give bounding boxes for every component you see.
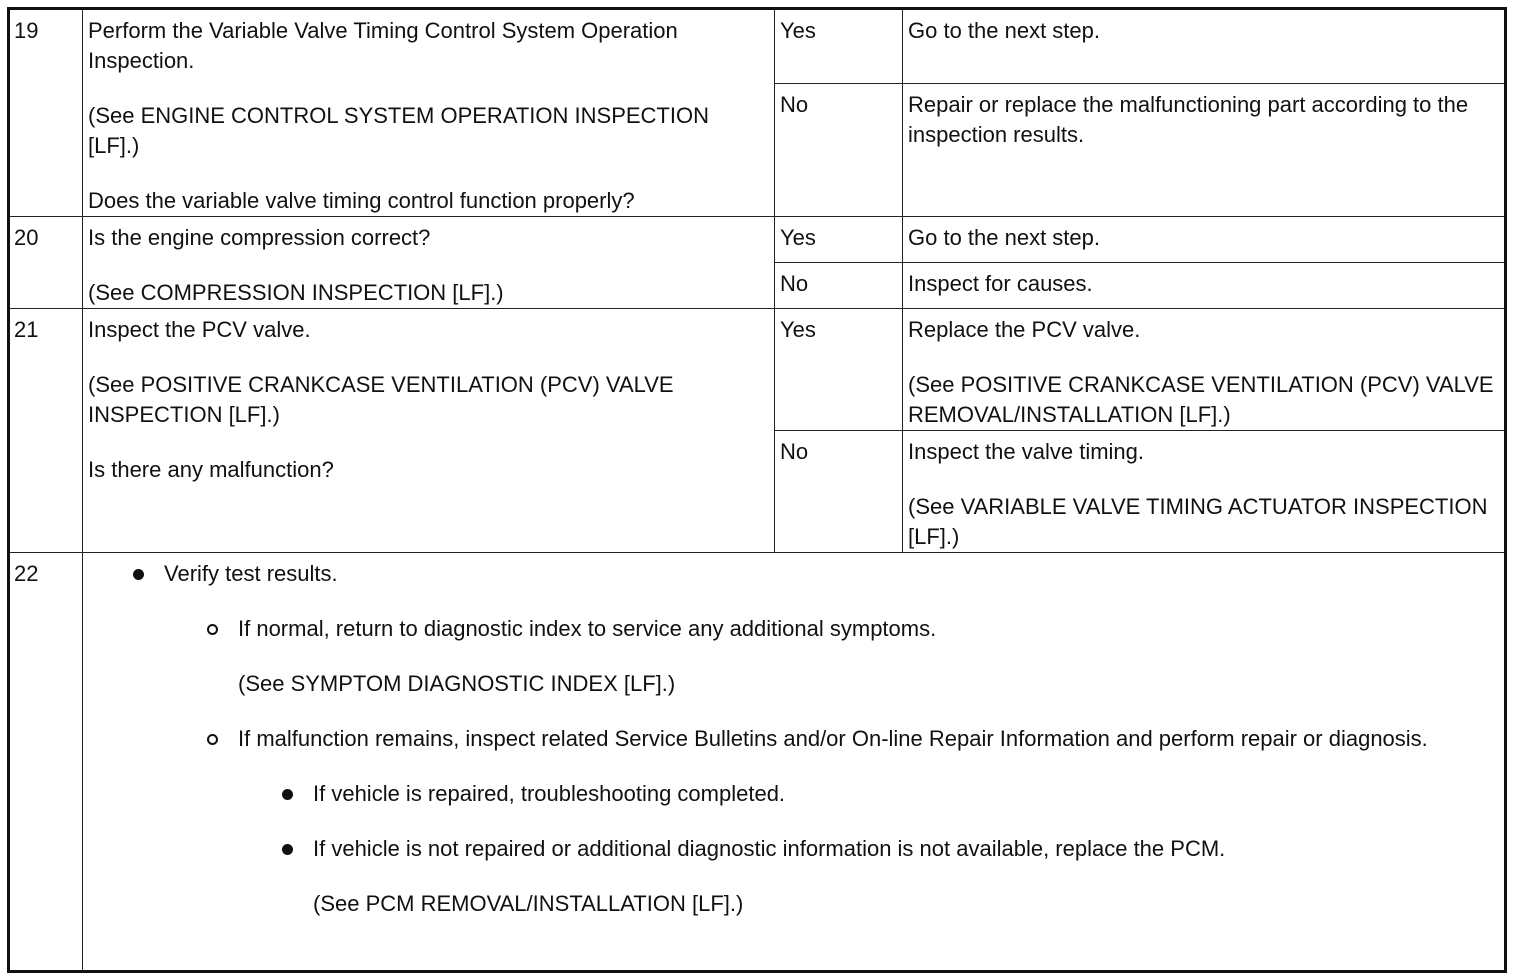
step-19-row-yes <box>9 9 1506 84</box>
action-question: Is the engine compression correct? <box>88 225 431 250</box>
verify-list <box>83 559 1504 589</box>
malfunction-text: If malfunction remains, inspect related Service Bulletins and/or On-line Repair Information and perform repair or diagnosis. <box>238 726 1428 751</box>
step-22-content <box>83 553 1506 972</box>
result-label: No <box>780 92 809 118</box>
not-repaired-text: If vehicle is not repaired or additional diagnostic information is not available, replace the PCM. <box>313 836 1226 861</box>
step-number <box>9 309 83 553</box>
step-22-number: 22 <box>14 561 39 586</box>
result-no <box>775 263 903 309</box>
bullet-icon <box>282 789 293 800</box>
remedy-reference: (See POSITIVE CRANKCASE VENTILATION (PCV) VALVE REMOVAL/INSTALLATION [LF].) <box>908 372 1494 427</box>
bullet-icon <box>282 844 293 855</box>
remedy-text: Inspect the valve timing. <box>908 439 1145 464</box>
step-21-action <box>83 309 775 553</box>
step-21-number: 21 <box>14 317 39 342</box>
list-item <box>164 559 1504 589</box>
repaired-text: If vehicle is repaired, troubleshooting completed. <box>313 781 786 806</box>
step-20-row-yes <box>9 217 1506 263</box>
result-yes <box>775 309 903 431</box>
step-20-number: 20 <box>14 225 39 250</box>
remedy-text: Repair or replace the malfunctioning part according to the inspection results. <box>908 92 1469 148</box>
circle-bullet-icon <box>207 734 218 745</box>
remedy-no <box>903 84 1506 217</box>
troubleshooting-table <box>7 7 1507 973</box>
action-text: Inspect the PCV valve. <box>88 317 311 342</box>
remedy-yes <box>903 9 1506 84</box>
result-list <box>83 614 1504 754</box>
step-20-action <box>83 217 775 309</box>
step-19-number: 19 <box>14 18 39 43</box>
step-number <box>9 553 83 972</box>
verify-text: Verify test results. <box>164 561 338 586</box>
step-number <box>9 9 83 217</box>
result-label: Yes <box>780 317 816 342</box>
remedy-text: Inspect for causes. <box>908 271 1093 296</box>
result-yes <box>775 9 903 84</box>
result-label: No <box>780 439 809 464</box>
result-label: Yes <box>780 225 816 250</box>
result-no <box>775 431 903 553</box>
result-label: No <box>780 271 809 296</box>
repair-list <box>83 779 1504 919</box>
step-22-row <box>9 553 1506 972</box>
result-yes <box>775 217 903 263</box>
normal-reference: (See SYMPTOM DIAGNOSTIC INDEX [LF].) <box>238 671 676 696</box>
action-reference: (See ENGINE CONTROL SYSTEM OPERATION INSPECTION [LF].) <box>88 103 709 158</box>
action-reference: (See COMPRESSION INSPECTION [LF].) <box>88 280 504 305</box>
action-question: Does the variable valve timing control function properly? <box>88 188 635 213</box>
remedy-no <box>903 263 1506 309</box>
remedy-text: Go to the next step. <box>908 18 1101 43</box>
list-item <box>313 779 1504 809</box>
remedy-yes <box>903 217 1506 263</box>
remedy-yes <box>903 309 1506 431</box>
list-item <box>238 724 1504 754</box>
bullet-icon <box>133 569 144 580</box>
result-no <box>775 84 903 217</box>
remedy-text: Replace the PCV valve. <box>908 317 1141 342</box>
step-number <box>9 217 83 309</box>
pcm-reference: (See PCM REMOVAL/INSTALLATION [LF].) <box>313 891 744 916</box>
list-item <box>238 614 1504 699</box>
normal-text: If normal, return to diagnostic index to service any additional symptoms. <box>238 616 937 641</box>
remedy-text: Go to the next step. <box>908 225 1101 250</box>
step-19-action <box>83 9 775 217</box>
action-reference: (See POSITIVE CRANKCASE VENTILATION (PCV) VALVE INSPECTION [LF].) <box>88 372 674 427</box>
remedy-reference: (See VARIABLE VALVE TIMING ACTUATOR INSPECTION [LF].) <box>908 494 1488 549</box>
result-label: Yes <box>780 18 816 43</box>
step-21-row-yes <box>9 309 1506 431</box>
remedy-no <box>903 431 1506 553</box>
list-item <box>313 834 1504 919</box>
circle-bullet-icon <box>207 624 218 635</box>
action-text: Perform the Variable Valve Timing Control System Operation Inspection. <box>88 18 678 73</box>
action-question: Is there any malfunction? <box>88 457 334 482</box>
